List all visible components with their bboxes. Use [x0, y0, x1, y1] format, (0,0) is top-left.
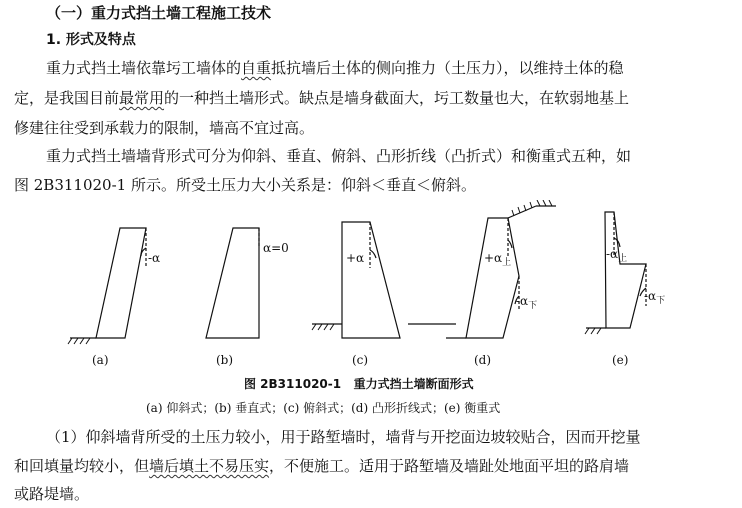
- para1-line1-text-b: 抵抗墙后土体的侧向推力（土压力），以维持土体的稳: [271, 59, 624, 77]
- label-e-angle-bottom-main: -α: [644, 289, 657, 303]
- diagram-b-vertical-back: [206, 228, 259, 338]
- label-d-angle-top-sub: 上: [502, 258, 512, 268]
- figure-legend: (a) 仰斜式；(b) 垂直式；(c) 俯斜式；(d) 凸形折线式；(e) 衡重式: [146, 401, 501, 415]
- para3-line2-text-b: ，不便施工。适用于路堑墙及墙趾处地面平坦的路肩墙: [269, 457, 630, 475]
- para1-line2: [14, 88, 629, 108]
- panel-label-d: (d): [474, 353, 492, 367]
- para2-line2: 图 2B311020-1 所示。所受土压力大小关系是：仰斜＜垂直＜俯斜。: [14, 176, 476, 194]
- label-b-angle: α=0: [263, 241, 289, 255]
- label-e-angle-top: [606, 247, 627, 264]
- label-c-angle: +α: [346, 251, 365, 265]
- para1-line1-text-a: 重力式挡土墙依靠圬工墙体的: [46, 59, 242, 77]
- label-e-angle-bottom: [644, 289, 665, 306]
- para1-line3: 修建往往受到承载力的限制，墙高不宜过高。: [14, 119, 315, 137]
- diagram-d-convex-broken-back: [446, 200, 556, 338]
- label-a-angle: -α: [148, 251, 161, 265]
- panel-label-a: (a): [92, 353, 109, 367]
- diagram-c-declined-back: [312, 222, 456, 338]
- diagram-a-inclined-back: [68, 228, 146, 344]
- emphasis-most-common: 最常用: [119, 89, 165, 107]
- para1-line1: [46, 58, 624, 78]
- label-d-angle-top-main: +α: [484, 251, 503, 265]
- figure-caption-title: 重力式挡土墙断面形式: [353, 377, 474, 391]
- label-e-angle-top-main: -α: [606, 247, 619, 261]
- para3-line3: 或路堤墙。: [14, 485, 90, 503]
- subsection-heading: 1. 形式及特点: [46, 32, 136, 48]
- para1-line2-text-a: 定，是我国目前: [14, 89, 120, 107]
- figure-caption-number: 图 2B311020-1: [244, 377, 342, 391]
- emphasis-hard-to-compact: 墙后填土不易压实: [149, 457, 270, 475]
- diagram-e-balance-weight-back: [585, 212, 646, 334]
- label-d-angle-bottom-sub: 下: [528, 301, 538, 311]
- wall-section-figure: [0, 200, 742, 370]
- para3-line2: [14, 456, 629, 476]
- label-d-angle-top: [484, 251, 511, 268]
- panel-label-b: (b): [216, 353, 234, 367]
- panel-label-e: (e): [612, 353, 629, 367]
- emphasis-self-weight: 自重: [241, 59, 272, 77]
- label-e-angle-bottom-sub: 下: [656, 296, 666, 306]
- label-d-angle-bottom-main: -α: [516, 294, 529, 308]
- figure-caption: [244, 376, 474, 392]
- para3-line2-text-a: 和回填量均较小，但: [14, 457, 150, 475]
- section-heading: （一）重力式挡土墙工程施工技术: [46, 4, 272, 22]
- panel-label-c: (c): [352, 353, 369, 367]
- label-e-angle-top-sub: 上: [618, 254, 628, 264]
- para3-line1: （1）仰斜墙背所受的土压力较小，用于路堑墙时，墙背与开挖面边坡较贴合，因而开挖量: [46, 428, 641, 446]
- para1-line2-text-b: 的一种挡土墙形式。缺点是墙身截面大，圬工数量也大，在软弱地基上: [164, 89, 630, 107]
- para2-line1: 重力式挡土墙墙背形式可分为仰斜、垂直、俯斜、凸形折线（凸折式）和衡重式五种，如: [46, 147, 632, 165]
